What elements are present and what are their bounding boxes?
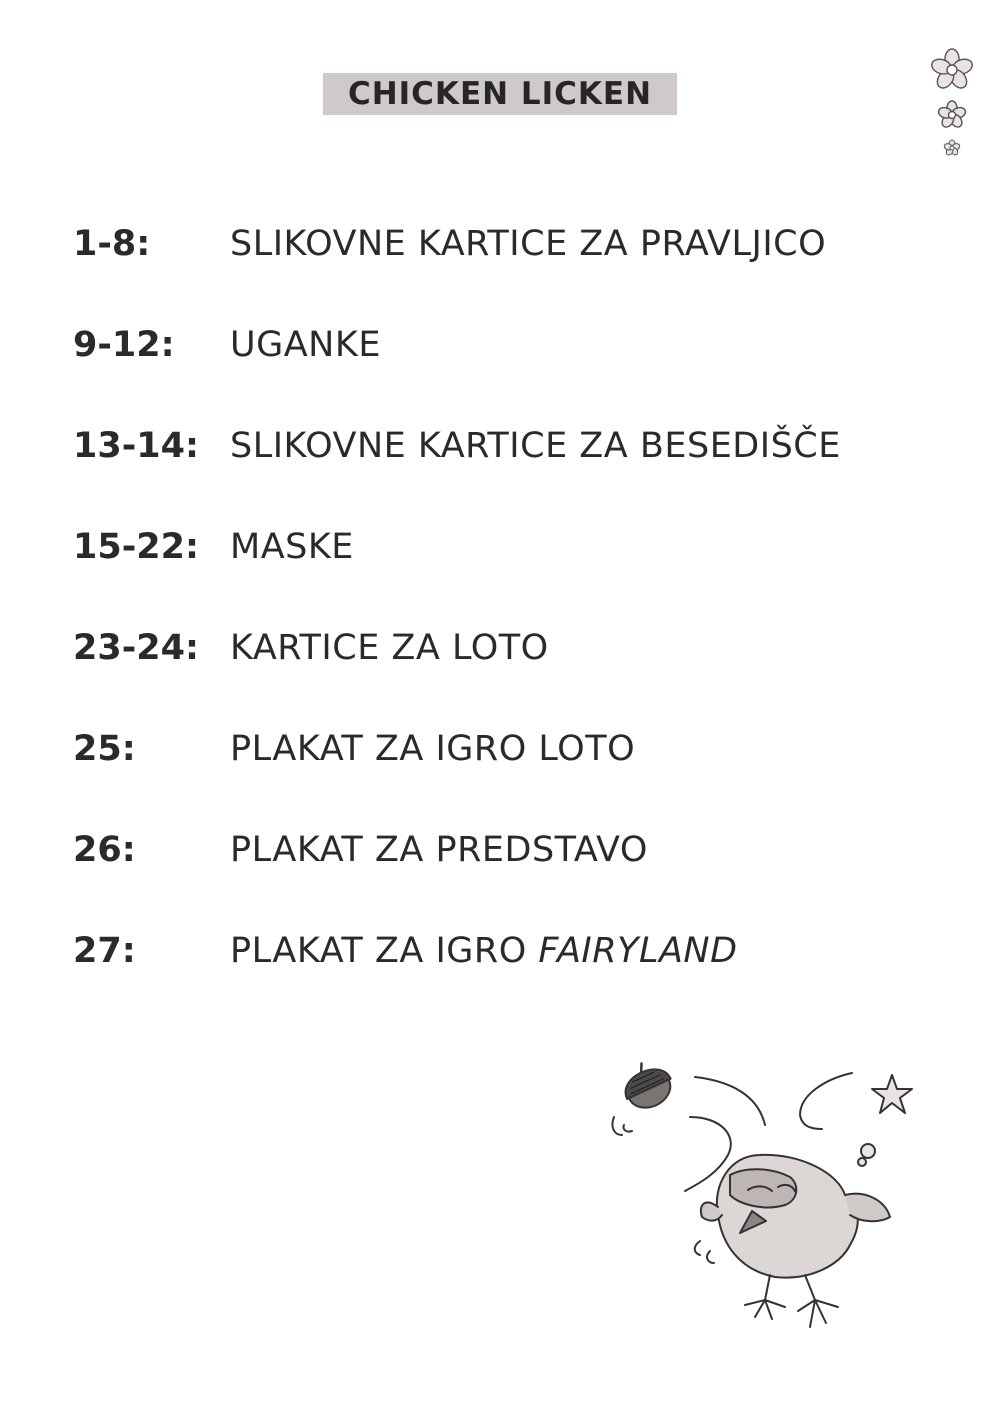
toc-page-range: 13-14: bbox=[73, 426, 199, 466]
toc-entry bbox=[73, 824, 953, 925]
toc-page-range: 25: bbox=[73, 729, 136, 769]
toc-label: UGANKE bbox=[230, 325, 381, 365]
toc-entry bbox=[73, 925, 953, 1026]
toc-label: MASKE bbox=[230, 527, 354, 567]
toc-label-text: PLAKAT ZA IGRO bbox=[230, 931, 539, 971]
toc-entry bbox=[73, 521, 953, 622]
toc-entry bbox=[73, 420, 953, 521]
toc-entry bbox=[73, 723, 953, 824]
toc-entry bbox=[73, 319, 953, 420]
table-of-contents bbox=[73, 218, 953, 1026]
toc-label: SLIKOVNE KARTICE ZA BESEDIŠČE bbox=[230, 426, 841, 466]
flower-icon bbox=[922, 42, 982, 162]
toc-label: SLIKOVNE KARTICE ZA PRAVLJICO bbox=[230, 224, 827, 264]
toc-label-italic: FAIRYLAND bbox=[538, 931, 738, 971]
toc-page-range: 9-12: bbox=[73, 325, 175, 365]
toc-label: PLAKAT ZA PREDSTAVO bbox=[230, 830, 648, 870]
toc-entry bbox=[73, 218, 953, 319]
toc-page-range: 27: bbox=[73, 931, 136, 971]
page-title: CHICKEN LICKEN bbox=[347, 76, 653, 112]
toc-label: KARTICE ZA LOTO bbox=[230, 628, 549, 668]
toc-entry bbox=[73, 622, 953, 723]
toc-label bbox=[230, 925, 738, 977]
toc-page-range: 26: bbox=[73, 830, 136, 870]
toc-page-range: 15-22: bbox=[73, 527, 199, 567]
acorn-icon bbox=[616, 1055, 678, 1115]
title-banner bbox=[323, 73, 677, 115]
toc-page-range: 23-24: bbox=[73, 628, 199, 668]
toc-label: PLAKAT ZA IGRO LOTO bbox=[230, 729, 636, 769]
chick-hit-by-acorn-illustration bbox=[600, 1055, 930, 1345]
toc-page-range: 1-8: bbox=[73, 224, 151, 264]
